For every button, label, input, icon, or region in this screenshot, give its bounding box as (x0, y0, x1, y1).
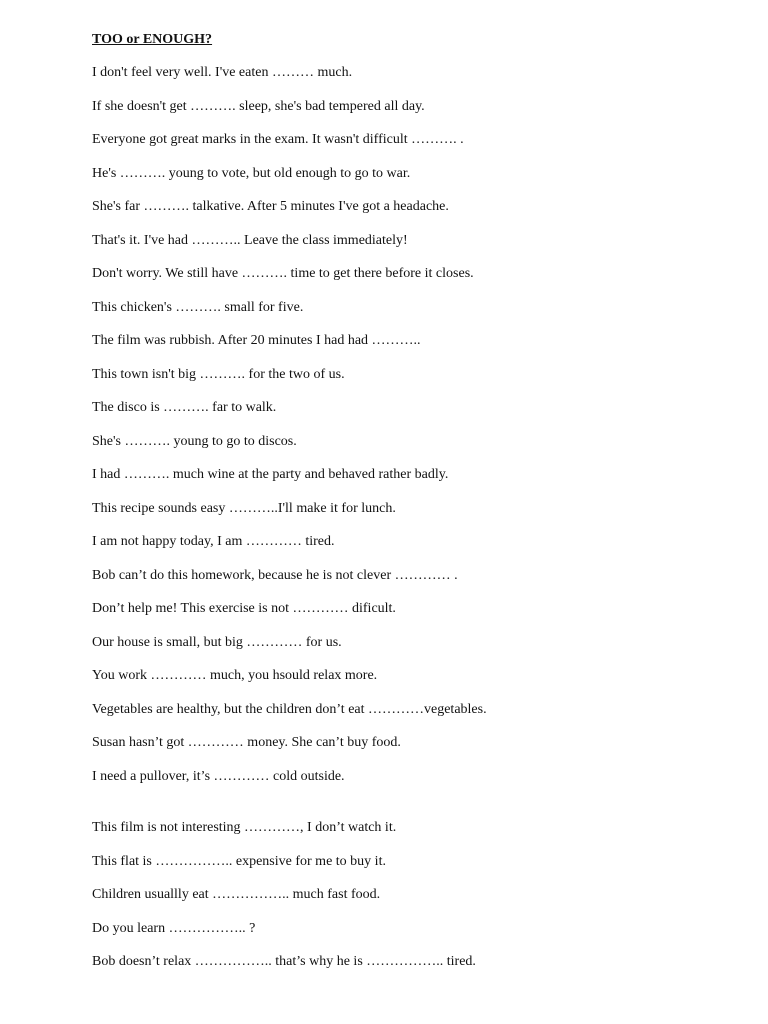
sentence-line: Don't worry. We still have ………. time to get there before it closes. (92, 266, 474, 281)
sentence-line: If she doesn't get ………. sleep, she's bad tempered all day. (92, 98, 425, 114)
sentence-line: He's ………. young to vote, but old enough to go to war. (92, 165, 411, 181)
sentence-line: She's far ………. talkative. After 5 minutes I've got a headache. (92, 199, 449, 214)
sentence-line: That's it. I've had ……….. Leave the class immediately! (92, 232, 408, 248)
sentence-line: You work ………… much, you hsould relax more. (92, 668, 378, 683)
sentence-line: This town isn't big ………. for the two of us. (92, 366, 345, 382)
sentence-line: Our house is small, but big ………… for us. (92, 634, 342, 650)
sentence-line: Vegetables are healthy, but the children don’t eat …………vegetables. (92, 701, 487, 717)
sentence-line: The film was rubbish. After 20 minutes I had had ……….. (92, 333, 421, 348)
sentence-line: This flat is …………….. expensive for me to buy it. (92, 853, 386, 869)
sentence-line: I don't feel very well. I've eaten ……… much. (92, 65, 353, 80)
sentence-line: Children usuallly eat …………….. much fast food. (92, 887, 381, 902)
sentence-line: Do you learn …………….. ? (92, 920, 256, 936)
sentence-line: Everyone got great marks in the exam. It wasn't difficult ………. . (92, 132, 464, 147)
worksheet-title: TOO or ENOUGH? (92, 32, 213, 47)
sentence-line: Susan hasn’t got ………… money. She can’t buy food. (92, 735, 401, 750)
sentence-line: Bob doesn’t relax …………….. that’s why he is …………….. tired. (92, 954, 476, 969)
sentence-list-2 (92, 820, 732, 988)
sentence-line: She's ………. young to go to discos. (92, 433, 297, 449)
sentence-line: I need a pullover, it’s ………… cold outside. (92, 768, 345, 784)
sentence-line: Bob can’t do this homework, because he is not clever ………… . (92, 567, 458, 583)
sentence-line: This chicken's ………. small for five. (92, 299, 304, 315)
sentence-line: Don’t help me! This exercise is not ………… dificult. (92, 601, 396, 616)
sentence-line: I am not happy today, I am ………… tired. (92, 534, 335, 549)
sentence-line: The disco is ………. far to walk. (92, 400, 277, 415)
sentence-line: I had ………. much wine at the party and behaved rather badly. (92, 467, 449, 482)
sentence-line: This recipe sounds easy ………..I'll make it for lunch. (92, 500, 396, 516)
sentence-list-1 (92, 65, 732, 802)
sentence-line: This film is not interesting …………, I don’t watch it. (92, 820, 397, 835)
